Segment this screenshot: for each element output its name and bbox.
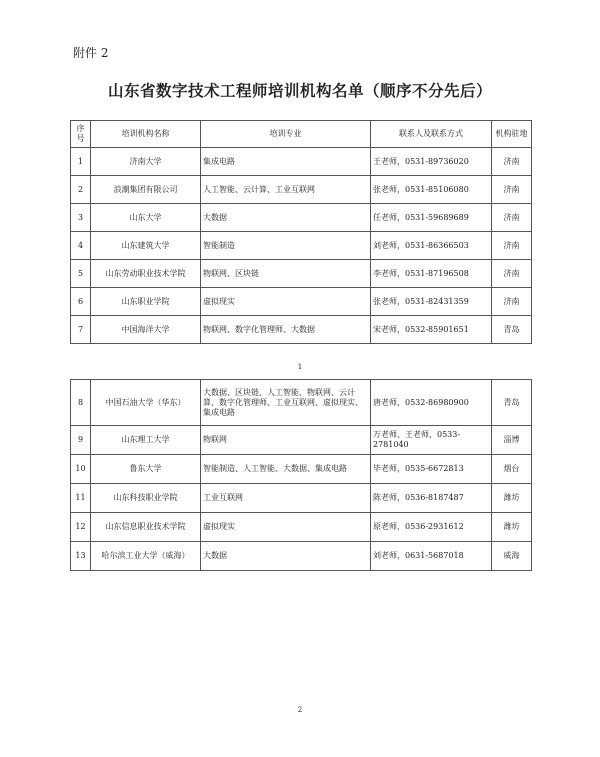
page-number: 2 <box>297 706 303 714</box>
row-location: 济南 <box>492 288 532 316</box>
row-major: 智能制造、人工智能、大数据、集成电路 <box>201 455 371 484</box>
row-location: 青岛 <box>492 380 532 426</box>
row-index: 4 <box>71 232 91 260</box>
row-location: 烟台 <box>492 455 532 484</box>
row-major: 大数据 <box>201 542 371 571</box>
page-number: 1 <box>297 363 303 371</box>
table-row <box>71 204 532 232</box>
table-row <box>71 288 532 316</box>
table-row <box>71 484 532 513</box>
row-location: 青岛 <box>492 316 532 344</box>
table-row <box>71 513 532 542</box>
row-index: 13 <box>71 542 91 571</box>
row-contact: 王老师，0531-89736020 <box>371 148 492 176</box>
header-location: 机构驻地 <box>492 121 532 148</box>
row-index: 5 <box>71 260 91 288</box>
row-index: 1 <box>71 148 91 176</box>
row-contact: 陈老师，0536-8187487 <box>371 484 492 513</box>
row-contact: 刘老师，0531-86366503 <box>371 232 492 260</box>
header-institution: 培训机构名称 <box>91 121 201 148</box>
row-index: 9 <box>71 426 91 455</box>
header-index: 序号 <box>71 121 91 148</box>
table-row <box>71 176 532 204</box>
row-contact: 原老师，0536-2931612 <box>371 513 492 542</box>
row-index: 6 <box>71 288 91 316</box>
row-major: 大数据 <box>201 204 371 232</box>
table-row <box>71 260 532 288</box>
row-location: 潍坊 <box>492 484 532 513</box>
row-index: 11 <box>71 484 91 513</box>
row-major: 智能制造 <box>201 232 371 260</box>
row-location: 济南 <box>492 176 532 204</box>
row-location: 淄博 <box>492 426 532 455</box>
row-institution: 中国石油大学（华东） <box>91 380 201 426</box>
document-title: 山东省数字技术工程师培训机构名单（顺序不分先后） <box>107 81 492 100</box>
row-institution: 中国海洋大学 <box>91 316 201 344</box>
table-row <box>71 148 532 176</box>
header-contact: 联系人及联系方式 <box>371 121 492 148</box>
row-institution: 山东信息职业技术学院 <box>91 513 201 542</box>
header-major: 培训专业 <box>201 121 371 148</box>
row-location: 济南 <box>492 232 532 260</box>
table-header-row <box>71 121 532 148</box>
row-location: 济南 <box>492 148 532 176</box>
institution-table-page-2 <box>70 379 532 571</box>
row-index: 2 <box>71 176 91 204</box>
row-index: 7 <box>71 316 91 344</box>
table-row <box>71 232 532 260</box>
row-major: 集成电路 <box>201 148 371 176</box>
table-row <box>71 426 532 455</box>
row-index: 12 <box>71 513 91 542</box>
row-index: 8 <box>71 380 91 426</box>
row-contact: 李老师，0531-87196508 <box>371 260 492 288</box>
row-location: 潍坊 <box>492 513 532 542</box>
institution-table-page-1 <box>70 120 532 344</box>
row-major: 虚拟现实 <box>201 288 371 316</box>
row-location: 威海 <box>492 542 532 571</box>
row-contact: 张老师，0531-85106080 <box>371 176 492 204</box>
row-index: 3 <box>71 204 91 232</box>
row-institution: 浪潮集团有限公司 <box>91 176 201 204</box>
row-contact: 宋老师，0532-85901651 <box>371 316 492 344</box>
row-institution: 济南大学 <box>91 148 201 176</box>
row-major: 物联网、区块链 <box>201 260 371 288</box>
table-row <box>71 542 532 571</box>
table-row <box>71 316 532 344</box>
row-contact: 毕老师，0535-6672813 <box>371 455 492 484</box>
row-major: 虚拟现实 <box>201 513 371 542</box>
row-contact: 万老师、王老师，0533-2781040 <box>371 426 492 455</box>
row-institution: 山东大学 <box>91 204 201 232</box>
row-institution: 山东科技职业学院 <box>91 484 201 513</box>
row-major: 大数据、区块链、人工智能、物联网、云计算、数字化管理师、工业互联网、虚拟现实、集成电路 <box>201 380 371 426</box>
attachment-label: 附件 2 <box>73 46 109 60</box>
row-institution: 山东劳动职业技术学院 <box>91 260 201 288</box>
row-location: 济南 <box>492 204 532 232</box>
row-institution: 山东理工大学 <box>91 426 201 455</box>
row-institution: 山东建筑大学 <box>91 232 201 260</box>
row-contact: 张老师，0531-82431359 <box>371 288 492 316</box>
row-contact: 唐老师，0532-86980900 <box>371 380 492 426</box>
table-row <box>71 380 532 426</box>
row-contact: 任老师，0531-59689689 <box>371 204 492 232</box>
row-major: 工业互联网 <box>201 484 371 513</box>
table-row <box>71 455 532 484</box>
row-index: 10 <box>71 455 91 484</box>
row-institution: 山东职业学院 <box>91 288 201 316</box>
row-contact: 刘老师，0631-5687018 <box>371 542 492 571</box>
row-major: 物联网 <box>201 426 371 455</box>
row-institution: 哈尔滨工业大学（威海） <box>91 542 201 571</box>
row-major: 人工智能、云计算、工业互联网 <box>201 176 371 204</box>
row-major: 物联网、数字化管理师、大数据 <box>201 316 371 344</box>
row-location: 济南 <box>492 260 532 288</box>
row-institution: 鲁东大学 <box>91 455 201 484</box>
